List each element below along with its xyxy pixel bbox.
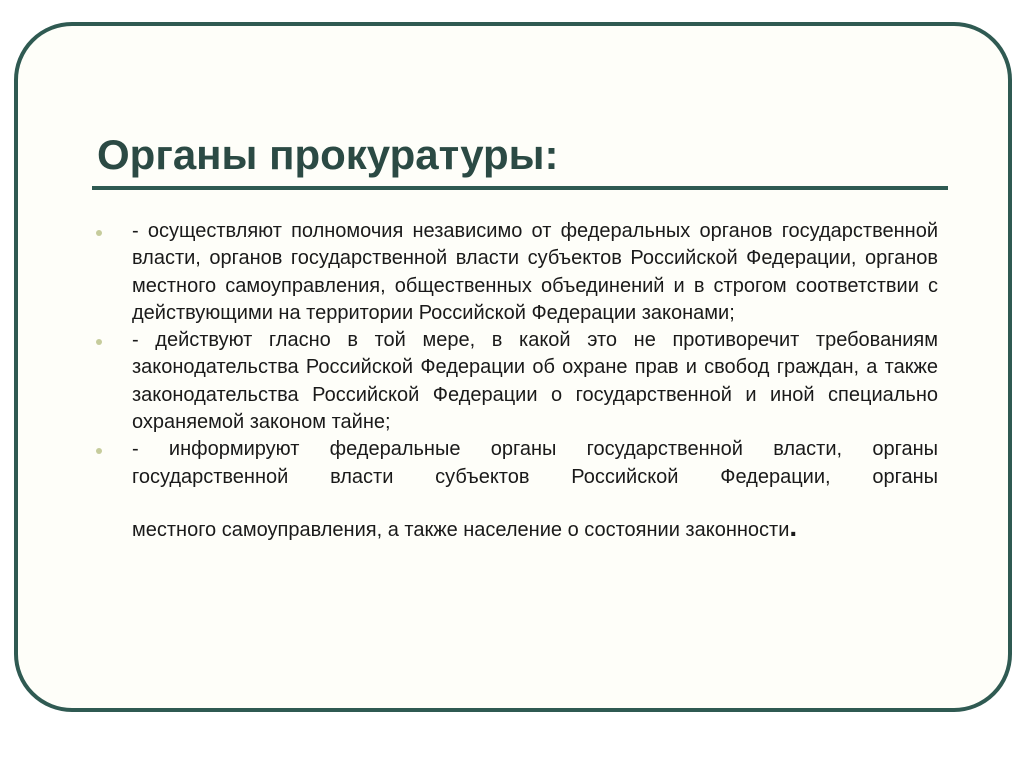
list-item xyxy=(92,327,938,436)
list-item xyxy=(92,436,938,544)
bullet-dot-icon xyxy=(96,230,102,236)
final-period: . xyxy=(789,510,798,542)
bullet-text-part: - информируют федеральные органы государственной власти, органы государственной власти субъектов Российской Федерации, органы xyxy=(132,438,938,488)
bullet-text: - осуществляют полномочия независимо от федеральных органов государственной власти, органов государственной власти субъектов Российской Федерации, органов местного самоуправления, общественных объединений и в строгом соответствии с действующими на территории Российской Федерации законами; xyxy=(132,220,938,324)
bullet-text: - действуют гласно в той мере, в какой это не противоречит требованиям законодательства Российской Федерации об охране прав и свобод граждан, а также законодательства Российской Федерации о государственной и иной специально охраняемой законом тайне; xyxy=(132,329,938,434)
bullet-dot-icon xyxy=(96,448,102,454)
bullet-dot-icon xyxy=(96,339,102,345)
bullet-text-tail: местного самоуправления, а также население о состоянии законности xyxy=(132,518,790,541)
bullet-text xyxy=(132,436,938,544)
bullet-text-part xyxy=(132,510,938,544)
slide-title: Органы прокуратуры: xyxy=(97,131,559,178)
bullet-list xyxy=(92,218,938,544)
title-divider xyxy=(92,186,948,190)
list-item xyxy=(92,218,938,327)
